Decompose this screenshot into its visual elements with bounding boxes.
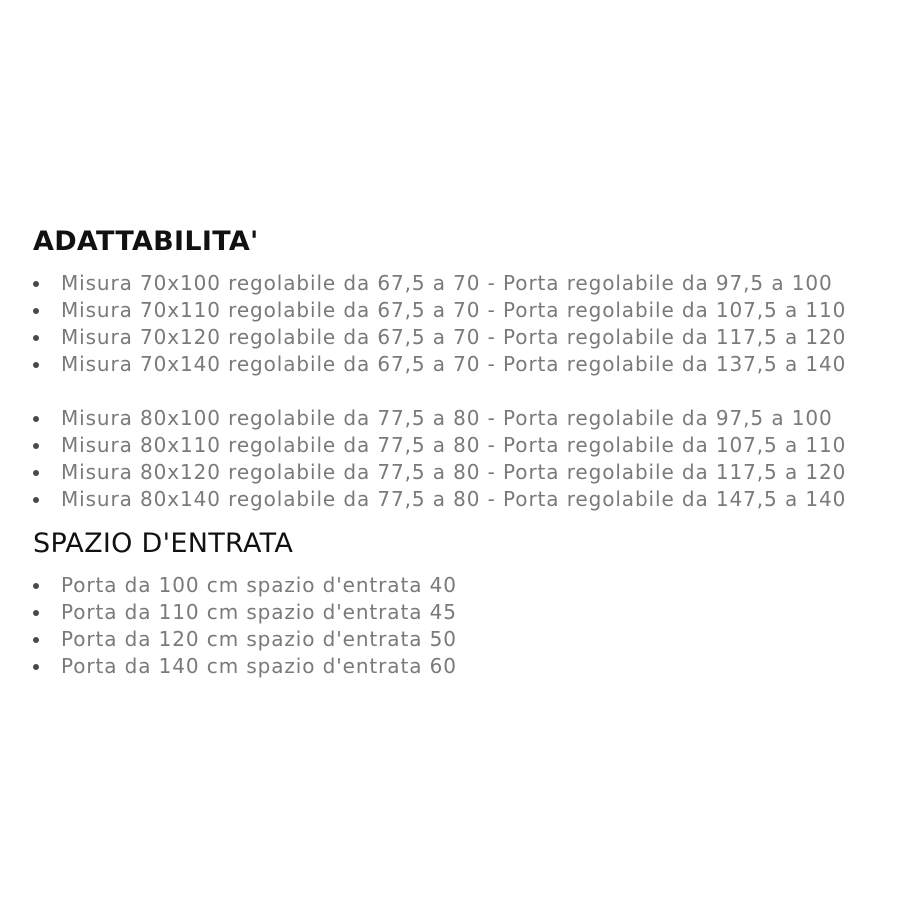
bullet-icon: [33, 335, 39, 341]
list-item: [33, 432, 913, 459]
list-item: [33, 297, 913, 324]
list-item-text: Porta da 110 cm spazio d'entrata 45: [61, 600, 457, 624]
list-item: [33, 626, 913, 653]
list-item-text: Porta da 100 cm spazio d'entrata 40: [61, 573, 457, 597]
list-item: [33, 459, 913, 486]
list-item: [33, 351, 913, 378]
list-item: [33, 405, 913, 432]
bullet-icon: [33, 497, 39, 503]
bullet-icon: [33, 583, 39, 589]
bullet-icon: [33, 281, 39, 287]
entry-space-list: [33, 572, 913, 680]
bullet-icon: [33, 362, 39, 368]
adaptability-list: [33, 270, 913, 378]
product-specs: [33, 222, 913, 680]
list-item-text: Misura 70x140 regolabile da 67,5 a 70 - Porta regolabile da 137,5 a 140: [61, 352, 847, 376]
bullet-icon: [33, 308, 39, 314]
bullet-icon: [33, 470, 39, 476]
list-item-text: Misura 80x120 regolabile da 77,5 a 80 - Porta regolabile da 117,5 a 120: [61, 460, 847, 484]
list-item-text: Misura 80x110 regolabile da 77,5 a 80 - Porta regolabile da 107,5 a 110: [61, 433, 847, 457]
list-spacer: [33, 378, 913, 405]
list-item: [33, 324, 913, 351]
list-item: [33, 486, 913, 513]
list-item: [33, 572, 913, 599]
list-item-text: Porta da 120 cm spazio d'entrata 50: [61, 627, 457, 651]
bullet-icon: [33, 637, 39, 643]
bullet-icon: [33, 664, 39, 670]
list-item-text: Misura 80x100 regolabile da 77,5 a 80 - Porta regolabile da 97,5 a 100: [61, 406, 833, 430]
adaptability-heading: ADATTABILITA': [33, 226, 259, 257]
bullet-icon: [33, 610, 39, 616]
list-item: [33, 653, 913, 680]
list-item-text: Misura 70x120 regolabile da 67,5 a 70 - Porta regolabile da 117,5 a 120: [61, 325, 847, 349]
entry-space-heading: SPAZIO D'ENTRATA: [33, 528, 294, 559]
list-item: [33, 270, 913, 297]
adaptability-list-80: [33, 405, 913, 513]
list-item: [33, 599, 913, 626]
list-item-text: Misura 80x140 regolabile da 77,5 a 80 - Porta regolabile da 147,5 a 140: [61, 487, 847, 511]
list-item-text: Porta da 140 cm spazio d'entrata 60: [61, 654, 457, 678]
bullet-icon: [33, 416, 39, 422]
list-item-text: Misura 70x100 regolabile da 67,5 a 70 - Porta regolabile da 97,5 a 100: [61, 271, 833, 295]
list-item-text: Misura 70x110 regolabile da 67,5 a 70 - Porta regolabile da 107,5 a 110: [61, 298, 847, 322]
bullet-icon: [33, 443, 39, 449]
